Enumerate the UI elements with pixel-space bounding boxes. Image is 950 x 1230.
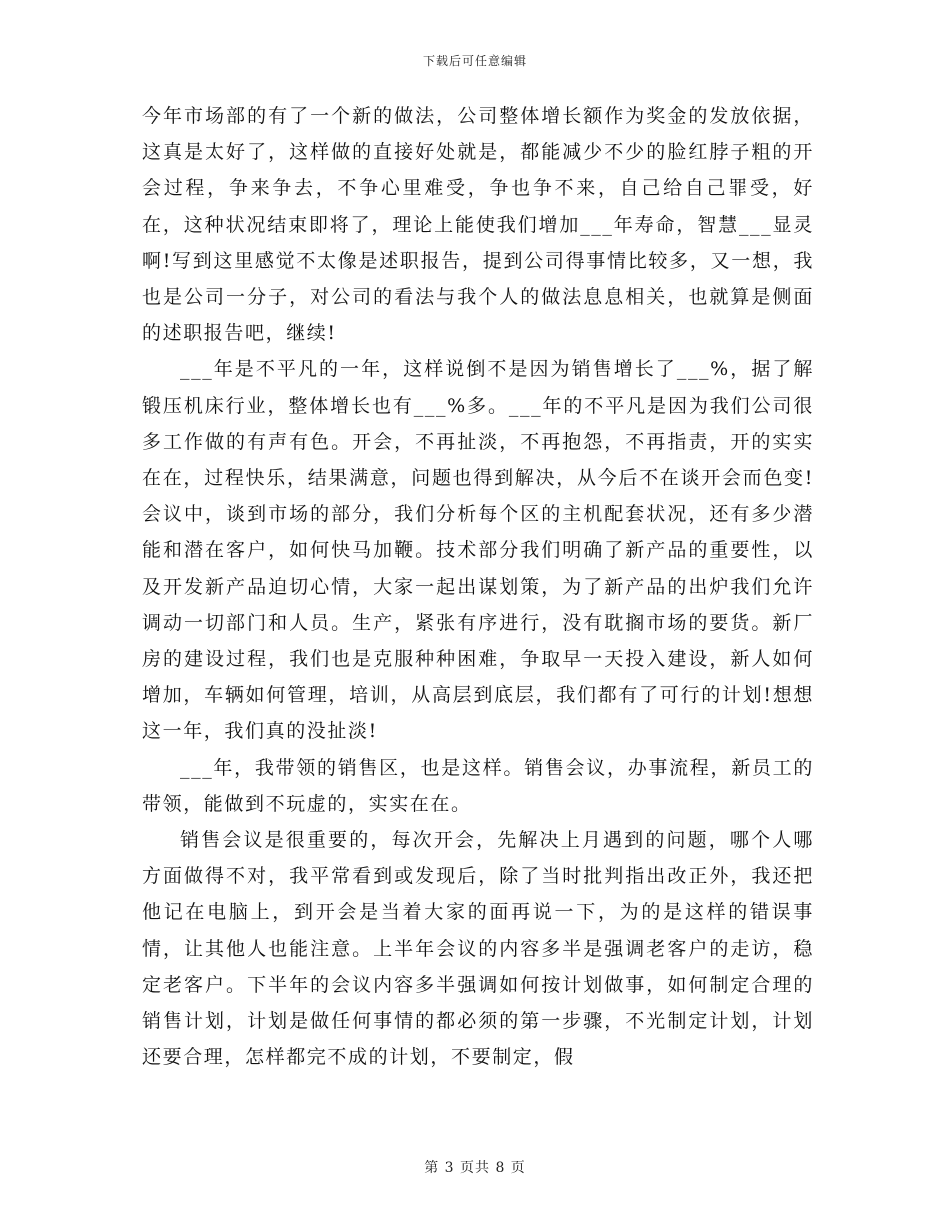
- page-header: 下载后可任意编辑: [422, 54, 527, 68]
- paragraph-3: ___年，我带领的销售区，也是这样。销售会议，办事流程，新员工的带领，能做到不玩虚的，实实在在。: [142, 756, 814, 815]
- paragraph-1: 今年市场部的有了一个新的做法，公司整体增长额作为奖金的发放依据，这真是太好了，这样做的直接好处就是，都能减少不少的脸红脖子粗的开会过程，争来争去，不争心里难受，争也争不来，自己给自己罪受，好在，这种状况结束即将了，理论上能使我们增加___年寿命，智慧___显灵啊!写到这里感觉不太像是述职报告，提到公司得事情比较多，又一想，我也是公司一分子，对公司的看法与我个人的做法息息相关，也就算是侧面的述职报告吧，继续!: [142, 105, 814, 345]
- paragraph-2: ___年是不平凡的一年，这样说倒不是因为销售增长了___%，据了解锻压机床行业，整体增长也有___%多。___年的不平凡是因为我们公司很多工作做的有声有色。开会，不再扯淡，不再抱怨，不再指责，开的实实在在，过程快乐，结果满意，问题也得到解决，从今后不在谈开会而色变!会议中，谈到市场的部分，我们分析每个区的主机配套状况，还有多少潜能和潜在客户，如何快马加鞭。技术部分我们明确了新产品的重要性，以及开发新产品迫切心情，大家一起出谋划策，为了新产品的出炉我们允许调动一切部门和人员。生产，紧张有序进行，没有耽搁市场的要货。新厂房的建设过程，我们也是克服种种困难，争取早一天投入建设，新人如何增加，车辆如何管理，培训，从高层到底层，我们都有了可行的计划!想想这一年，我们真的没扯淡!: [142, 358, 814, 743]
- page-footer: 第 3 页共 8 页: [424, 1160, 526, 1176]
- document-body: [142, 98, 814, 1075]
- paragraph-4: 销售会议是很重要的，每次开会，先解决上月遇到的问题，哪个人哪方面做得不对，我平常看到或发现后，除了当时批判指出改正外，我还把他记在电脑上，到开会是当着大家的面再说一下，为的是这样的错误事情，让其他人也能注意。上半年会议的内容多半是强调老客户的走访，稳定老客户。下半年的会议内容多半强调如何按计划做事，如何制定合理的销售计划，计划是做任何事情的都必须的第一步骤，不光制定计划，计划还要合理，怎样都完不成的计划，不要制定，假: [142, 829, 814, 1069]
